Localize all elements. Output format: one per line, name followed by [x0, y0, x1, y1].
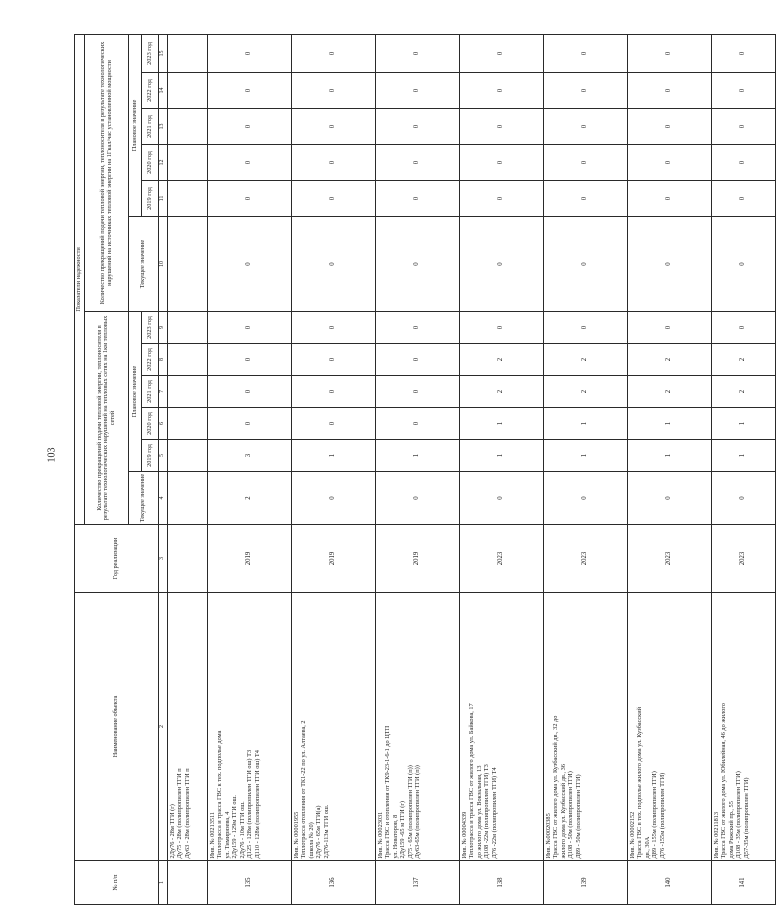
object-line: Трасса ГВС и отопления от ТК9-23-1-6-1 до ЦТП — [384, 725, 392, 859]
value-cell: 0 — [208, 181, 292, 217]
header-current-value-b: Текущее значение — [129, 217, 159, 312]
object-line: (школа № 20) — [307, 822, 315, 859]
object-line: Д108 -22м (полипропилен ТГИ) Т3 — [483, 764, 491, 859]
value-cell: 0 — [544, 145, 628, 181]
object-line: 2Ду76 - 10м ТГИ ош. — [238, 801, 246, 859]
object-line: дв., 30А — [643, 836, 651, 859]
object-line: Теплотрасса и трасса ГВС от жилого дома ул. Байкова, 17 — [468, 703, 476, 859]
object-line: Инв. № 00211813 — [713, 811, 720, 859]
year-cell: 2019 — [376, 525, 460, 593]
object-line: Инв. № 00004339 — [461, 811, 468, 859]
value-cell: 0 — [460, 109, 544, 145]
header-group-sources: Количество прекращений подачи тепловой энергии, теплоносителя в результате технологических нарушений на источниках тепловой энергии на 1Гкал/час установленной мощности — [85, 34, 129, 311]
object-line: Д108 - 35м (полипропилен ТГИ) — [735, 771, 743, 859]
object-name-cell — [168, 593, 208, 861]
row-number: 135 — [208, 861, 292, 905]
column-index: 15 — [159, 34, 168, 72]
value-cell: 0 — [292, 217, 376, 312]
object-name-cell — [712, 593, 776, 861]
value-cell: 1 — [628, 440, 712, 472]
value-cell: 0 — [712, 181, 776, 217]
object-line: 2Ду159 - 129м ТГИ ош. — [231, 795, 239, 859]
value-cell: 0 — [376, 312, 460, 344]
header-planned-value-b: Плановое значение — [129, 34, 142, 216]
object-line: Трасса ГВС в тех. подполье жилого дома ул. Кузбасский — [636, 707, 644, 859]
year-cell: 2019 — [208, 525, 292, 593]
column-index: 12 — [159, 145, 168, 181]
header-no: № п/п — [75, 861, 159, 905]
header-current-value-a: Текущее значение — [129, 472, 159, 525]
row-number: 136 — [292, 861, 376, 905]
value-cell: 2 — [628, 376, 712, 408]
value-cell: 0 — [460, 312, 544, 344]
value-cell: 0 — [712, 145, 776, 181]
value-cell: 0 — [208, 376, 292, 408]
value-cell: 2 — [208, 472, 292, 525]
row-number: 141 — [712, 861, 776, 905]
table-row — [292, 34, 376, 904]
column-index: 4 — [159, 472, 168, 525]
object-line: ул. Новаторов, 8 — [391, 814, 399, 859]
header-year-cell: 2019 год — [142, 440, 159, 472]
value-cell: 0 — [628, 73, 712, 109]
value-cell: 0 — [628, 34, 712, 72]
value-cell: 0 — [292, 312, 376, 344]
reliability-table — [74, 34, 776, 905]
value-cell: 0 — [376, 376, 460, 408]
table-row — [544, 34, 628, 904]
table-row — [376, 34, 460, 904]
value-cell: 0 — [544, 109, 628, 145]
value-cell: 0 — [628, 312, 712, 344]
value-cell: 0 — [712, 109, 776, 145]
value-cell: 0 — [460, 217, 544, 312]
object-line: Д76 -155м (полипропилен ТГИ) — [658, 772, 666, 859]
header-year-cell: 2021 год — [142, 376, 159, 408]
value-cell: 0 — [292, 344, 376, 376]
value-cell: 0 — [712, 34, 776, 72]
value-cell: 0 — [544, 312, 628, 344]
value-cell: 0 — [628, 472, 712, 525]
value-cell: 2 — [628, 344, 712, 376]
year-cell: 2019 — [292, 525, 376, 593]
object-line: 2Ду76 - 28м ТГИ (г) — [169, 804, 176, 859]
column-index: 6 — [159, 408, 168, 440]
column-index: 3 — [159, 525, 168, 593]
value-cell: 0 — [292, 472, 376, 525]
object-line: жилого дома ул. Кузбасский дв., 36 — [559, 764, 567, 859]
value-cell: 0 — [712, 312, 776, 344]
value-cell: 1 — [292, 440, 376, 472]
value-cell: 0 — [208, 408, 292, 440]
value-cell: 1 — [460, 440, 544, 472]
header-year-cell: 2023 год — [142, 312, 159, 344]
table-row — [628, 34, 712, 904]
row-number: 140 — [628, 861, 712, 905]
value-cell: 0 — [376, 217, 460, 312]
value-cell: 1 — [712, 440, 776, 472]
value-cell: 0 — [460, 34, 544, 72]
table-row — [460, 34, 544, 904]
reliability-table-sheet — [74, 35, 750, 905]
object-line: Инв. № 00001955 — [293, 811, 300, 859]
value-cell: 0 — [460, 145, 544, 181]
object-line: Д108 - 50м (полипропилен ТГИ) — [567, 771, 575, 859]
header-year-cell: 2021 год — [142, 109, 159, 145]
value-cell: 0 — [544, 34, 628, 72]
value-cell: 1 — [544, 440, 628, 472]
value-cell: 0 — [544, 181, 628, 217]
column-index: 8 — [159, 344, 168, 376]
value-cell: 0 — [292, 109, 376, 145]
object-line: Д125 - 128м (полипропилен ТГИ ош) Т3 — [246, 749, 254, 859]
object-line: Д75 - 65м (полипропилен ТГИ (п)) — [406, 765, 414, 859]
object-line: Инв. № 00023031 — [377, 811, 384, 859]
row-number: 138 — [460, 861, 544, 905]
object-line: 2Ду159 -65 м ТГИ (г) — [399, 800, 407, 859]
value-cell: 0 — [376, 145, 460, 181]
value-cell: 0 — [208, 109, 292, 145]
value-cell: 0 — [628, 217, 712, 312]
year-cell: 2023 — [544, 525, 628, 593]
value-cell: 0 — [460, 73, 544, 109]
value-cell: 0 — [292, 34, 376, 72]
value-cell: 0 — [208, 145, 292, 181]
header-year-cell: 2020 год — [142, 408, 159, 440]
row-number: 139 — [544, 861, 628, 905]
column-index: 11 — [159, 181, 168, 217]
object-line: Инв. №00020385 — [545, 813, 552, 859]
value-cell: 0 — [292, 145, 376, 181]
value-cell: 0 — [544, 73, 628, 109]
object-line: Трасса ГВС от жилого дома ул. Юбилейная, 46 до жилого — [720, 703, 728, 859]
column-index: 14 — [159, 73, 168, 109]
value-cell: 0 — [208, 312, 292, 344]
object-line: Инв. № 00213511 — [209, 811, 216, 859]
value-cell: 1 — [628, 408, 712, 440]
value-cell: 1 — [376, 440, 460, 472]
year-cell: 2023 — [460, 525, 544, 593]
object-name-cell — [544, 593, 628, 861]
object-line: Д76 -22м (полипропилен ТГИ) Т4 — [490, 767, 498, 859]
value-cell: 0 — [712, 73, 776, 109]
object-line: 2Ду76 - 65м ТГИ(а) — [315, 805, 323, 859]
year-cell: 2023 — [628, 525, 712, 593]
object-name-cell — [376, 593, 460, 861]
value-cell: 0 — [292, 376, 376, 408]
header-year: Год реализации — [75, 525, 159, 593]
header-planned-value-a: Плановое значение — [129, 312, 142, 472]
value-cell: 0 — [628, 145, 712, 181]
row-number: 137 — [376, 861, 460, 905]
value-cell: 0 — [712, 472, 776, 525]
year-cell: 2023 — [712, 525, 776, 593]
object-line: дома Рижский пр., 55 — [727, 801, 735, 859]
value-cell: 2 — [544, 376, 628, 408]
object-line: 2Д76-113м ТГИ ош. — [322, 804, 330, 859]
table-row — [208, 34, 292, 904]
value-cell: 0 — [460, 181, 544, 217]
object-name-cell — [292, 593, 376, 861]
object-line: Д57-35м (полипропилен ТГИ) — [742, 777, 750, 859]
value-cell: 1 — [460, 408, 544, 440]
object-name-cell — [628, 593, 712, 861]
value-cell: 0 — [376, 408, 460, 440]
value-cell: 0 — [292, 73, 376, 109]
value-cell: 0 — [544, 217, 628, 312]
header-year-cell: 2019 год — [142, 181, 159, 217]
value-cell: 2 — [712, 376, 776, 408]
object-line: ул. Тимирязева, 4 — [223, 811, 231, 859]
column-index-row — [159, 34, 168, 904]
value-cell: 0 — [376, 181, 460, 217]
object-name-cell — [460, 593, 544, 861]
header-year-cell: 2022 год — [142, 344, 159, 376]
value-cell: 0 — [376, 34, 460, 72]
column-index: 5 — [159, 440, 168, 472]
value-cell: 0 — [208, 34, 292, 72]
value-cell: 0 — [292, 181, 376, 217]
value-cell: 2 — [544, 344, 628, 376]
object-line: Д89 - 155м (полипропилен ТГИ) — [651, 771, 659, 859]
header-year-cell: 2023 год — [142, 34, 159, 72]
object-line: Теплотрасса отопления от ТК1-22 по ул. Алтаева, 2 — [300, 720, 308, 859]
continuation-row — [168, 34, 208, 904]
value-cell: 0 — [208, 344, 292, 376]
object-line: Инв. № 00002152 — [629, 811, 636, 859]
value-cell: 0 — [628, 181, 712, 217]
object-line: Ду63-65м (полипропилен ТГИ (п)) — [414, 765, 422, 859]
column-index: 9 — [159, 312, 168, 344]
column-index: 13 — [159, 109, 168, 145]
column-index: 10 — [159, 217, 168, 312]
header-year-cell: 2020 год — [142, 145, 159, 181]
header-indicators: Показатели надежности — [75, 34, 85, 524]
table-row — [712, 34, 776, 904]
value-cell: 2 — [460, 344, 544, 376]
value-cell: 0 — [292, 408, 376, 440]
page-number: 103 — [46, 447, 58, 463]
object-line: Д89 - 50м (полипропилен ТГИ) — [574, 774, 582, 859]
header-year-cell: 2022 год — [142, 73, 159, 109]
value-cell: 2 — [712, 344, 776, 376]
value-cell: 0 — [376, 73, 460, 109]
value-cell: 1 — [544, 408, 628, 440]
object-name-cell — [208, 593, 292, 861]
object-line: Д110 - 128м (полипропилен ТГИ ош) Т4 — [253, 750, 261, 859]
object-line: Теплотрасса и трасса ГВС к тех. подполье дома — [216, 730, 224, 859]
value-cell: 0 — [376, 109, 460, 145]
object-line: Трасса ГВС от жилого дома ул. Кузбасский дв., 32 до — [552, 715, 560, 859]
header-object-name: Наименование объекта — [75, 593, 159, 861]
value-cell: 0 — [712, 217, 776, 312]
header-group-networks: Количество прекращений подачи тепловой энергии, теплоносителя в результате технологических нарушений на тепловых сетях на 1км тепловых сетей — [85, 312, 129, 525]
value-cell: 0 — [208, 217, 292, 312]
column-index: 1 — [159, 861, 168, 905]
object-line: до жилого дома ул. Вокзальная, 13 — [475, 765, 483, 859]
value-cell: 0 — [376, 472, 460, 525]
value-cell: 3 — [208, 440, 292, 472]
value-cell: 0 — [208, 73, 292, 109]
value-cell: 0 — [628, 109, 712, 145]
value-cell: 1 — [712, 408, 776, 440]
column-index: 7 — [159, 376, 168, 408]
value-cell: 2 — [460, 376, 544, 408]
object-line: Ду63 - 28м (полипропилен ТГИ п — [183, 768, 191, 859]
object-line: Ду75 - 28м (полипропилен ТГИ п — [176, 768, 184, 859]
value-cell: 0 — [544, 472, 628, 525]
column-index: 2 — [159, 593, 168, 861]
value-cell: 0 — [376, 344, 460, 376]
value-cell: 0 — [460, 472, 544, 525]
